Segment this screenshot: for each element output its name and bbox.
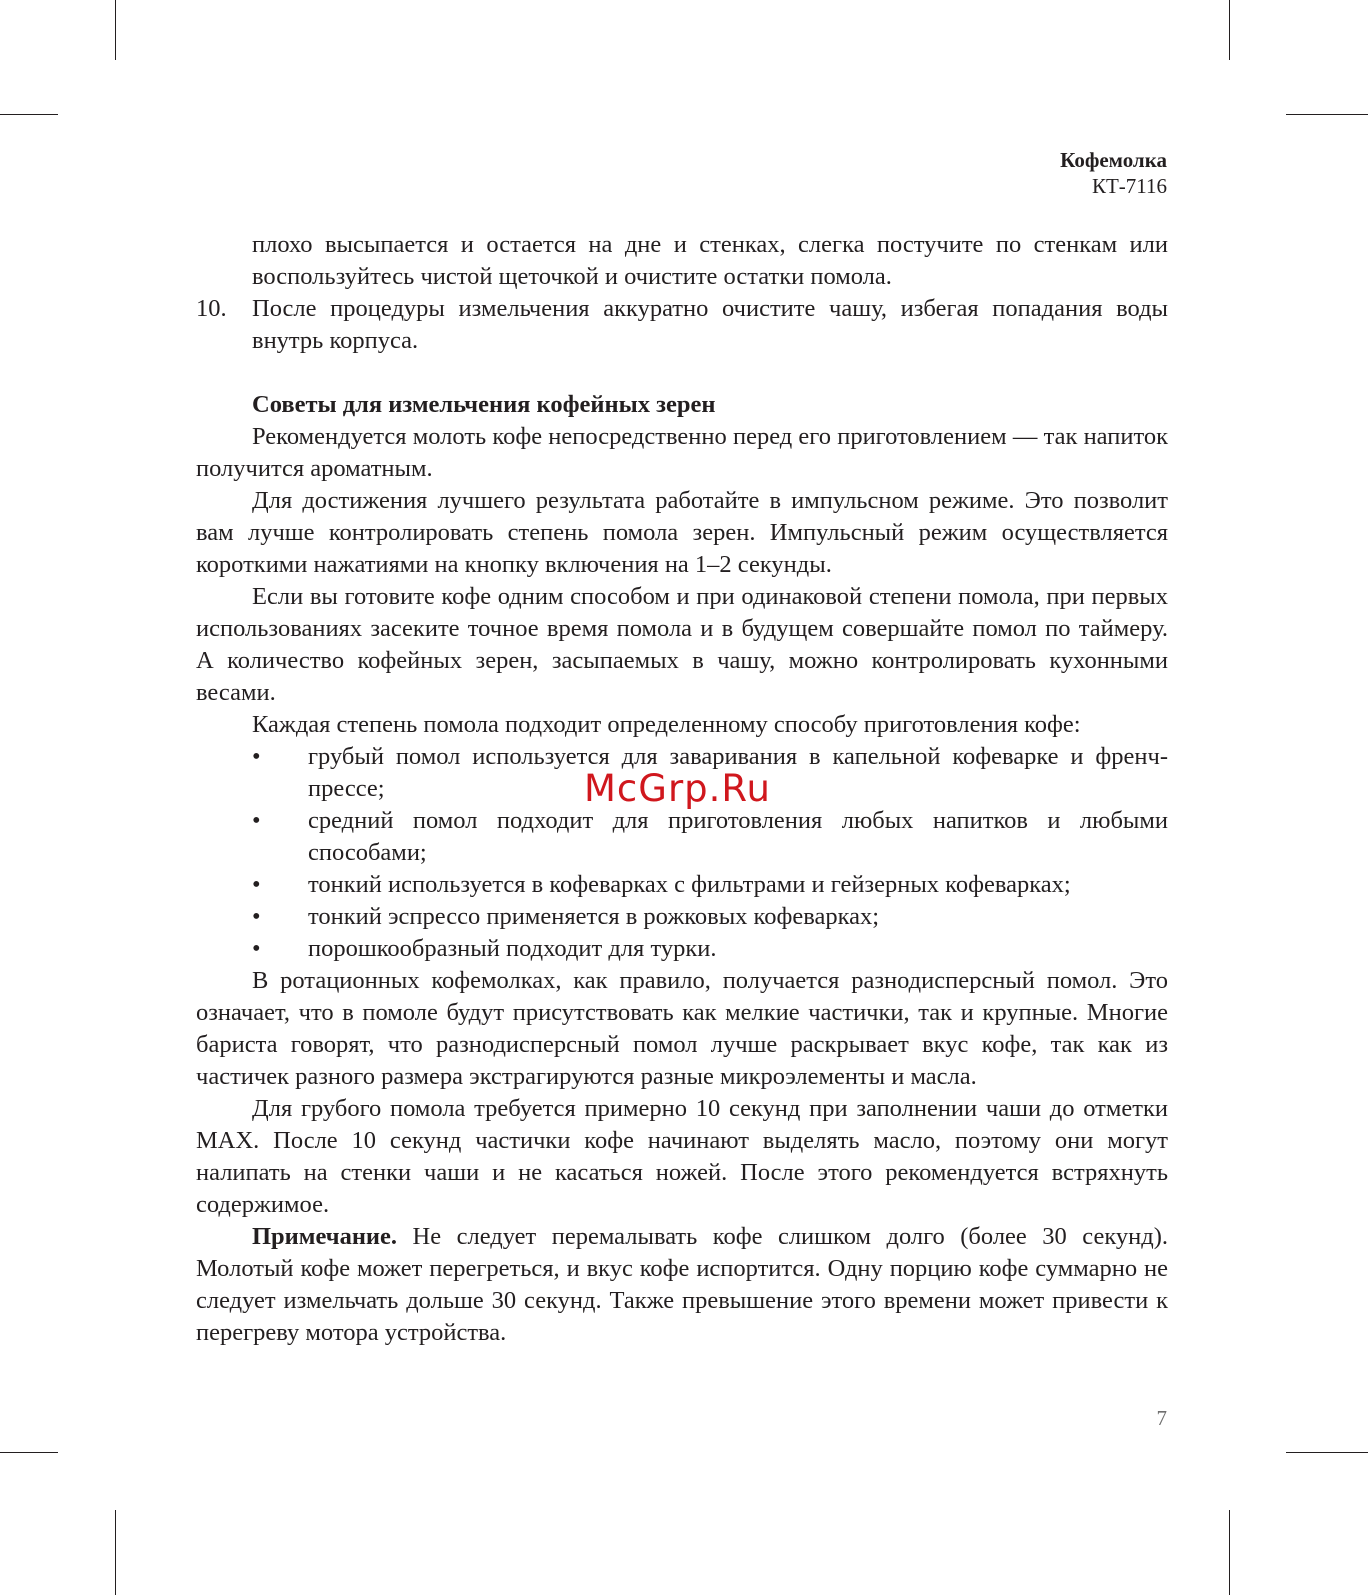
list-item: [196, 933, 1168, 965]
note-paragraph: [196, 1221, 1168, 1349]
paragraph-1: Рекомендуется молоть кофе непосредственно перед его приготовлением — так напиток получится ароматным.: [196, 423, 1168, 482]
paragraph-4: Каждая степень помола подходит определенному способу приготовления кофе:: [252, 711, 1081, 738]
list-item-text: средний помол подходит для приготовления любых напитков и любыми способами;: [308, 807, 1168, 866]
paragraph-2: Для достижения лучшего результата работайте в импульсном режиме. Это позволит вам лучше контролировать степень помола зерен. Импульсный режим осуществляется короткими нажатиями на кнопку включения на 1–2 секунды.: [196, 487, 1168, 578]
list-item-text: тонкий используется в кофеварках с фильтрами и гейзерных кофеварках;: [308, 871, 1071, 898]
list-item: [196, 901, 1168, 933]
paragraph-3: Если вы готовите кофе одним способом и при одинаковой степени помола, при первых использованиях засеките точное время помола и в будущем совершайте помол по таймеру. А количество кофейных зерен, засыпаемых в чашу, можно контролировать кухонными весами.: [196, 583, 1168, 706]
page-number: 7: [1156, 1406, 1167, 1430]
step-10-number: 10.: [196, 295, 227, 322]
crop-mark-bottom-right: [1229, 1510, 1230, 1595]
watermark: McGrp.Ru: [584, 767, 771, 810]
crop-mark-top-right: [1229, 0, 1230, 60]
continuation-paragraph: плохо высыпается и остается на дне и стенках, слегка постучите по стенкам или воспользуйтесь чистой щеточкой и очистите остатки помола.: [252, 231, 1168, 290]
running-header: [1060, 147, 1167, 199]
crop-mark-bottom-left: [115, 1510, 116, 1595]
list-item: [196, 869, 1168, 901]
list-item-text: порошкообразный подходит для турки.: [308, 935, 717, 962]
step-10-text: После процедуры измельчения аккуратно очистите чашу, избегая попадания воды внутрь корпуса.: [252, 295, 1168, 354]
paragraph-5: В ротационных кофемолках, как правило, получается разнодисперсный помол. Это означает, что в помоле будут присутствовать как мелкие частички, так и крупные. Многие бариста говорят, что разнодисперсный помол лучше раскрывает вкус кофе, так как из частичек разного размера экстрагируются разные микроэлементы и масла.: [196, 967, 1168, 1090]
step-10: [196, 293, 1168, 357]
crop-mark-right-top: [1286, 114, 1368, 115]
section-heading: Советы для измельчения кофейных зерен: [252, 391, 716, 418]
crop-mark-right-bottom: [1286, 1452, 1368, 1453]
bullet-icon: •: [252, 935, 261, 962]
crop-mark-left-top: [0, 114, 58, 115]
header-model: КТ-7116: [1091, 174, 1167, 198]
list-item-text: грубый помол используется для заваривания в капельной кофеварке и френч-прессе;: [308, 743, 1168, 802]
note-text: Не следует перемалывать кофе слишком долго (более 30 секунд). Молотый кофе может перегреться, и вкус кофе испортится. Одну порцию кофе суммарно не следует измельчать дольше 30 секунд. Также превышение этого времени может привести к перегреву мотора устройства.: [196, 1223, 1168, 1346]
paragraph-6: Для грубого помола требуется примерно 10 секунд при заполнении чаши до отметки MAX. После 10 секунд частички кофе начинают выделять масло, поэтому они могут налипать на стенки чаши и не касаться ножей. После этого рекомендуется встряхнуть содержимое.: [196, 1095, 1168, 1218]
list-item: [196, 805, 1168, 869]
bullet-icon: •: [252, 903, 261, 930]
header-title: Кофемолка: [1060, 148, 1167, 172]
bullet-icon: •: [252, 743, 261, 770]
note-label: Примечание.: [252, 1223, 398, 1250]
crop-mark-top-left: [115, 0, 116, 60]
crop-mark-left-bottom: [0, 1452, 58, 1453]
bullet-icon: •: [252, 807, 261, 834]
bullet-icon: •: [252, 871, 261, 898]
list-item-text: тонкий эспрессо применяется в рожковых кофеварках;: [308, 903, 880, 930]
